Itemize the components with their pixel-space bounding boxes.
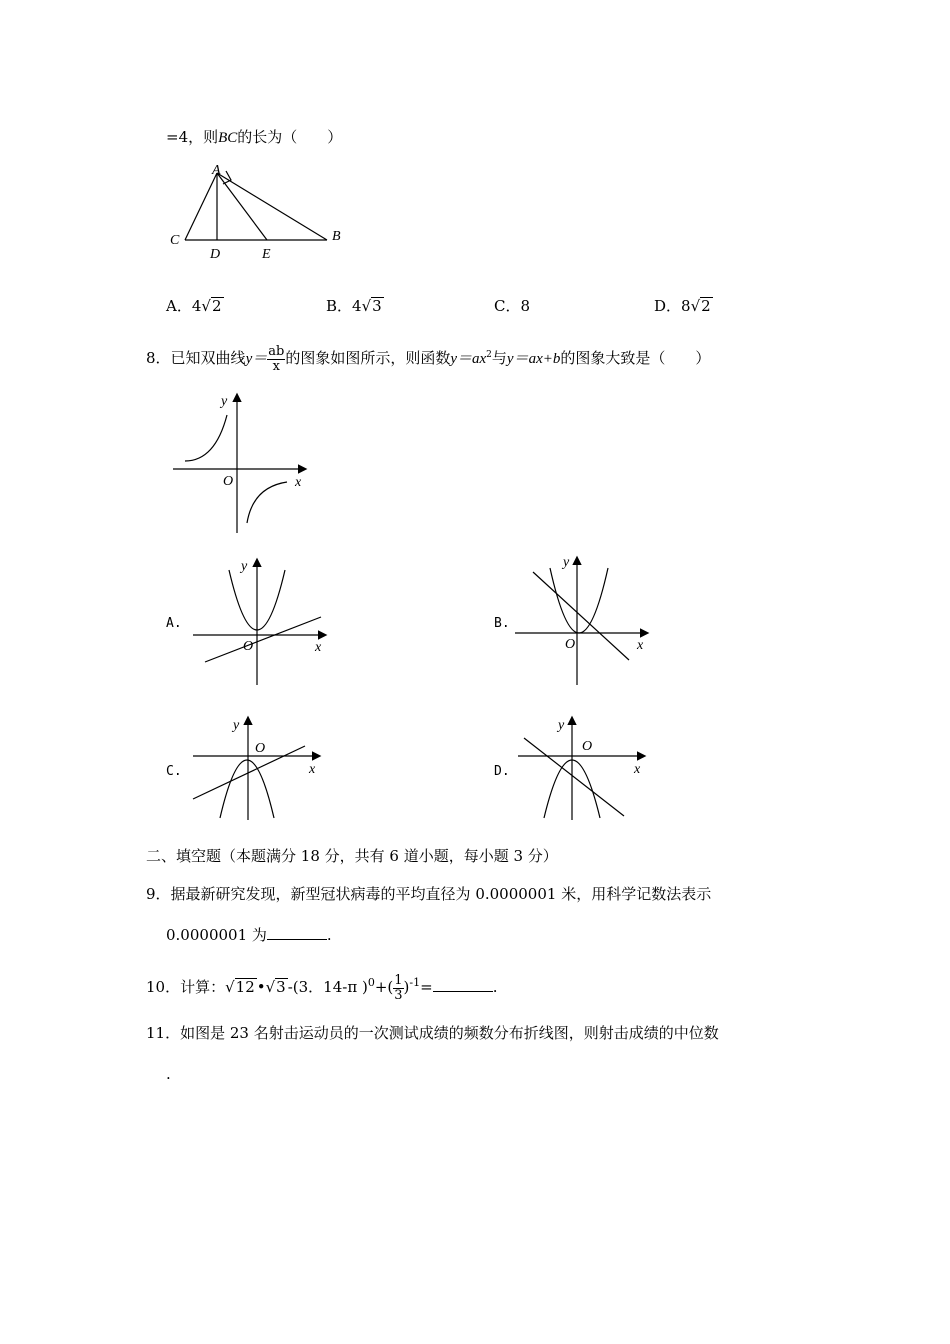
svg-text:x: x bbox=[295, 475, 302, 490]
svg-text:y: y bbox=[241, 559, 248, 574]
q9-line2: 0.0000001 为 . bbox=[166, 926, 332, 944]
q7-label-D: D bbox=[210, 247, 221, 262]
svg-text:O: O bbox=[223, 474, 234, 489]
svg-text:y: y bbox=[563, 555, 570, 570]
q7-option-c[interactable]: C．8 bbox=[494, 297, 531, 315]
q10-expression: 10．计算：√12 •√3 -(3．14-π )$^0$+( $\frac{1}{3}$ )$^{-1}$= . bbox=[146, 972, 498, 1003]
q8-fraction: $\frac{ab}{x}$ bbox=[268, 343, 285, 374]
q7-label-C: C bbox=[170, 233, 180, 248]
q8-option-d-graph[interactable] bbox=[510, 712, 660, 827]
svg-text:O: O bbox=[243, 639, 254, 654]
q7-stem-prefix: =4，则 bbox=[166, 128, 219, 146]
q7-label-B: B bbox=[332, 229, 341, 244]
svg-text:x: x bbox=[309, 762, 316, 777]
q11-line1: 11．如图是 23 名射击运动员的一次测试成绩的频数分布折线图，则射击成绩的中位数 bbox=[146, 1024, 719, 1042]
q7-option-d[interactable]: D．8√2 bbox=[654, 297, 711, 315]
q10-answer-blank[interactable] bbox=[433, 977, 493, 992]
q8-option-a-label[interactable]: A. bbox=[166, 616, 182, 631]
svg-text:y: y bbox=[221, 394, 228, 409]
q8-option-c-graph[interactable] bbox=[185, 712, 335, 827]
q7-stem-var: BC bbox=[218, 130, 238, 146]
svg-text:x: x bbox=[315, 640, 322, 655]
q8-option-d-label[interactable]: D. bbox=[494, 764, 510, 779]
q7-label-A: A bbox=[212, 163, 221, 178]
svg-text:y: y bbox=[558, 718, 565, 733]
q8-option-b-label[interactable]: B. bbox=[494, 616, 510, 631]
q9-line1: 9．据最新研究发现，新型冠状病毒的平均直径为 0.0000001 米，用科学记数法表示 bbox=[146, 885, 712, 903]
q8-option-c-label[interactable]: C. bbox=[166, 764, 182, 779]
q8-option-b-graph[interactable] bbox=[505, 550, 655, 690]
section-2-heading: 二、填空题（本题满分 18 分，共有 6 道小题，每小题 3 分） bbox=[146, 847, 558, 865]
svg-text:y: y bbox=[233, 718, 240, 733]
q8-option-a-graph[interactable] bbox=[185, 550, 335, 690]
svg-text:O: O bbox=[582, 739, 593, 754]
q7-option-a[interactable]: A．4√2 bbox=[166, 297, 222, 315]
q7-label-E: E bbox=[262, 247, 271, 262]
q11-line2: . bbox=[166, 1065, 171, 1083]
q8-hyperbola-graph bbox=[165, 385, 315, 540]
q10-fraction: $\frac{1}{3}$ bbox=[394, 972, 403, 1003]
q8-stem: 8．已知双曲线y＝ $\frac{ab}{x}$ 的图象如图所示，则函数$y=ax^2$与y＝ax+b的图象大致是（ ） bbox=[146, 343, 711, 374]
q7-stem bbox=[166, 127, 342, 148]
svg-text:O: O bbox=[565, 637, 576, 652]
svg-text:x: x bbox=[634, 762, 641, 777]
q7-stem-suffix: 的长为（ ） bbox=[237, 128, 343, 146]
q7-option-b[interactable]: B．4√3 bbox=[326, 297, 382, 315]
svg-text:O: O bbox=[255, 741, 266, 756]
svg-text:x: x bbox=[637, 638, 644, 653]
q7-triangle-figure bbox=[160, 160, 360, 265]
q9-answer-blank[interactable] bbox=[267, 925, 327, 940]
